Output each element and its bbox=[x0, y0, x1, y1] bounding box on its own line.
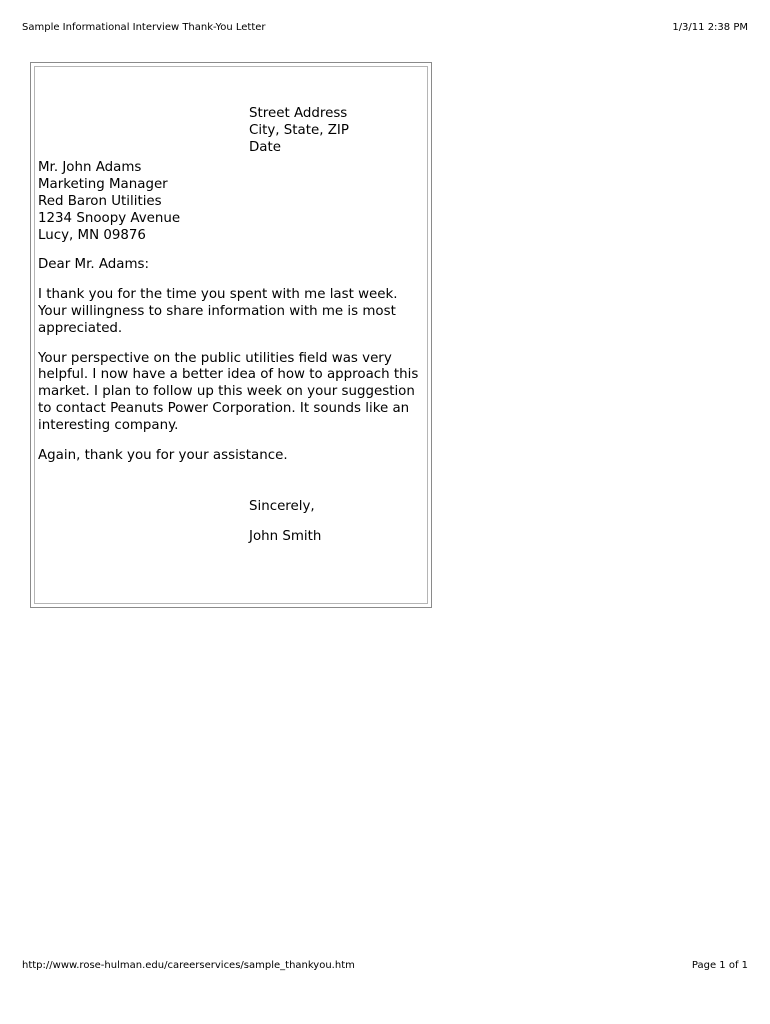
paragraph-1-line: Your willingness to share information with me is most bbox=[38, 303, 396, 319]
paragraph-2-line: market. I plan to follow up this week on your suggestion bbox=[38, 384, 415, 400]
paragraph-2-line: to contact Peanuts Power Corporation. It sounds like an bbox=[38, 400, 410, 416]
recipient-street: 1234 Snoopy Avenue bbox=[38, 210, 181, 226]
letter-date: Date bbox=[249, 139, 282, 155]
print-footer-url: http://www.rose-hulman.edu/careerservices/sample_thankyou.htm bbox=[22, 960, 355, 971]
recipient-city-state-zip: Lucy, MN 09876 bbox=[38, 227, 146, 243]
sender-address-block bbox=[38, 106, 430, 156]
paragraph-2-line: interesting company. bbox=[38, 417, 179, 433]
print-header-datetime: 1/3/11 2:38 PM bbox=[672, 22, 748, 33]
closing bbox=[38, 499, 430, 516]
paragraph-1 bbox=[38, 287, 430, 337]
paragraph-2 bbox=[38, 351, 430, 435]
paragraph-2-line: helpful. I now have a better idea of how to approach this bbox=[38, 367, 419, 383]
signature bbox=[38, 529, 430, 546]
paragraph-2-line: Your perspective on the public utilities field was very bbox=[38, 350, 392, 366]
recipient-company: Red Baron Utilities bbox=[38, 193, 162, 209]
recipient-address-block bbox=[38, 160, 430, 244]
signature-name: John Smith bbox=[249, 529, 322, 545]
salutation bbox=[38, 257, 430, 274]
paragraph-1-line: I thank you for the time you spent with me last week. bbox=[38, 287, 398, 303]
print-footer-page: Page 1 of 1 bbox=[691, 960, 748, 971]
recipient-name: Mr. John Adams bbox=[38, 160, 142, 176]
paragraph-3-text: Again, thank you for your assistance. bbox=[38, 447, 288, 463]
paragraph-1-line: appreciated. bbox=[38, 320, 123, 336]
letter-body bbox=[38, 106, 430, 546]
closing-text: Sincerely, bbox=[249, 499, 315, 515]
sender-street-address: Street Address bbox=[249, 106, 348, 121]
salutation-text: Dear Mr. Adams: bbox=[38, 257, 150, 273]
recipient-title: Marketing Manager bbox=[38, 177, 168, 193]
paragraph-3 bbox=[38, 448, 430, 465]
sender-city-state-zip: City, State, ZIP bbox=[249, 122, 349, 138]
print-header-title: Sample Informational Interview Thank-You Letter bbox=[22, 22, 266, 33]
